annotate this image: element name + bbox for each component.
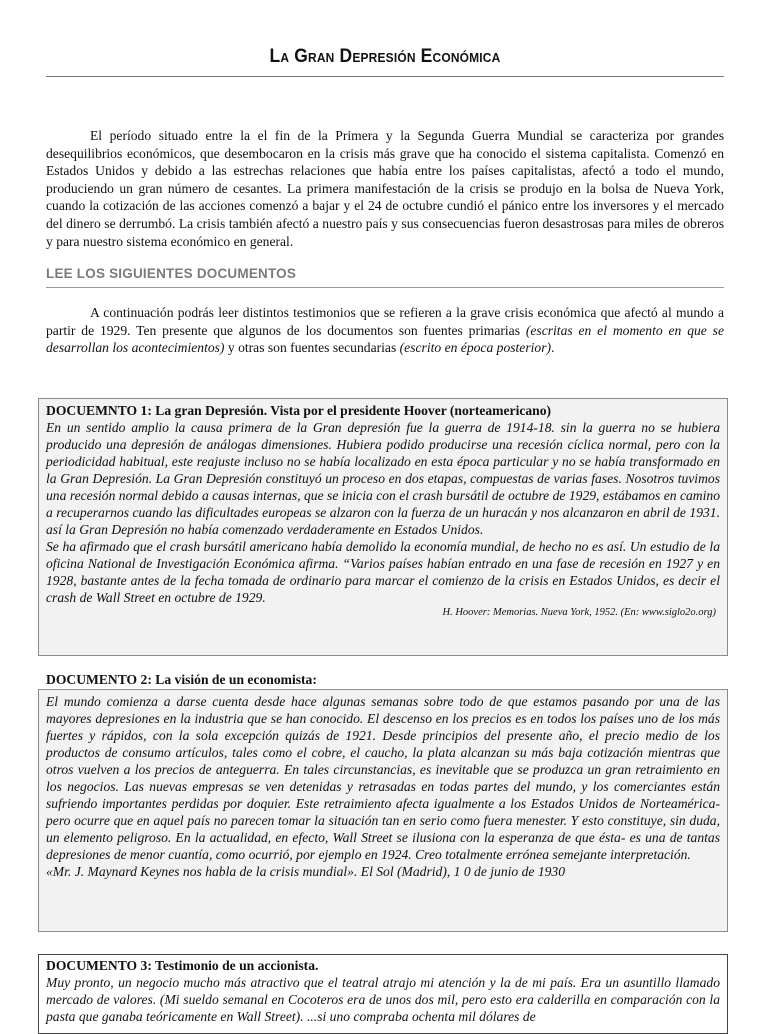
document-3-box [38, 954, 728, 1034]
section-heading: LEE LOS SIGUIENTES DOCUMENTOS [46, 266, 297, 281]
reading-text-3: . [551, 340, 555, 356]
document-1-source: H. Hoover: Memorias. Nueva York, 1952. (En: www.siglo2o.org) [442, 607, 716, 618]
document-1-body: En un sentido amplio la causa primera de la Gran depresión fue la guerra de 1914-18. sin la guerra no se hubiera producido una depresión de análogas dimensiones. Hubiera podido producirse una recesión cíclica normal, pero con la periodicidad habitual, este reajuste incluso no se había localizado en esta época particular y no se había transformado en la Gran Depresión. La Gran Depresión constituyó un proceso en dos etapas, compuestas de varias fases. Nosotros tuvimos una recesión normal debido a causas internas, que se inicia con el crash bursátil de octubre de 1929, estábamos en camino a recuperarnos cuando las dificultades europeas se alzaron con la fuerza de un huracán y nos alcanzaron en abril de 1931. así la Gran Depresión no había comenzado verdaderamente en Estados Unidos. [46, 420, 720, 537]
document-2-body: El mundo comienza a darse cuenta desde hace algunas semanas sobre todo de que estamos pasando por una de las mayores depresiones en la industria que se han conocido. El descenso en los precios es en todos los países uno de los más fuertes y rápidos, con la sola excepción quizás de 1921. Desde principios del presente año, el precio medio de los productos de consumo artículos, tales como el cobre, el caucho, la plata alcanzan su más baja cotización mientras que otros vuelven a los precios de anteguerra. En tales circunstancias, es inevitable que se produzca un gran retraimiento en los negocios. Las nuevas empresas se ven detenidas y retrasadas en todas partes del mundo, y los comerciantes están sufriendo importantes perdidas por doquier. Este retraimiento afecta igualmente a los Estados Unidos de Norteamérica- pero ocurre que en aquel país no parecen tomar la situación tan en serio como fuera menester. Y esto constituye, sin duda, un elemento peligroso. En la actualidad, en efecto, Wall Street se ilusiona con la esperanza de que ésta- es una de tantas depresiones de menor cuantía, como ocurrió, por ejemplo en 1924. Creo totalmente errónea semejante interpretación. [46, 694, 720, 862]
document-2-source: «Mr. J. Maynard Keynes nos habla de la crisis mundial». El Sol (Madrid), 1 0 de junio de 1930 [46, 864, 566, 879]
document-3-body: Muy pronto, un negocio mucho más atractivo que el teatral atrajo mi atención y la de mi país. Era un asuntillo llamado mercado de valores. (Mi sueldo semanal en Cocoteros era de unos dos mil, pero esto era calderilla en comparación con la pasta que ganaba teóricamente en Wall Street). ...si uno compraba ochenta mil dólares de [46, 975, 720, 1024]
reading-italic-2: (escrito en época posterior) [399, 340, 552, 356]
reading-paragraph [46, 304, 724, 357]
document-2-box [38, 689, 728, 932]
reading-italic-1: (escritas en el momento en que se desarrollan los acontecimientos) [46, 322, 724, 356]
document-3-heading: DOCUMENTO 3: Testimonio de un accionista. [46, 958, 319, 973]
reading-text-2: y otras son fuentes secundarias [224, 340, 400, 356]
title-divider [46, 76, 724, 77]
document-2-heading: DOCUMENTO 2: La visión de un economista: [46, 672, 317, 687]
document-1-body-2: Se ha afirmado que el crash bursátil americano había demolido la economía mundial, de hecho no es así. Un estudio de la oficina National de Investigación Económica afirma. “Varios países habían entrado en una fase de recesión en 1927 y en 1928, bastante antes de la fecha tomada de ordinario para marcar el comienzo de la crisis en Estados Unidos, es decir el crash de Wall Street en octubre de 1929. [46, 539, 720, 605]
reading-text-1: A continuación podrás leer distintos testimonios que se refieren a la grave crisis económica que afectó al mundo a partir de 1929. Ten presente que algunos de los documentos son fuentes primarias [46, 305, 724, 338]
section-divider [46, 287, 724, 288]
document-1-box [38, 398, 728, 656]
document-1-heading: DOCUEMNTO 1: La gran Depresión. Vista por el presidente Hoover (norteamericano) [46, 403, 552, 418]
intro-paragraph: El período situado entre la el fin de la Primera y la Segunda Guerra Mundial se caracteriza por grandes desequilibrios económicos, que desembocaron en la crisis más grave que ha conocido el sistema capitalista. Comenzó en Estados Unidos y debido a las estrechas relaciones que había entre los países capitalistas, afectó a todo el mundo, produciendo un gran número de cesantes. La primera manifestación de la crisis se produjo en la bolsa de Nueva York, cuando la cotización de las acciones comenzó a bajar y el 24 de octubre cundió el pánico entre los inversores y el mercado del dinero se derrumbó. La crisis también afectó a nuestro país y sus consecuencias fueron desastrosas para miles de obreros y para nuestro sistema económico en general. [46, 128, 724, 249]
page-title: La Gran Depresión Económica [269, 46, 501, 67]
